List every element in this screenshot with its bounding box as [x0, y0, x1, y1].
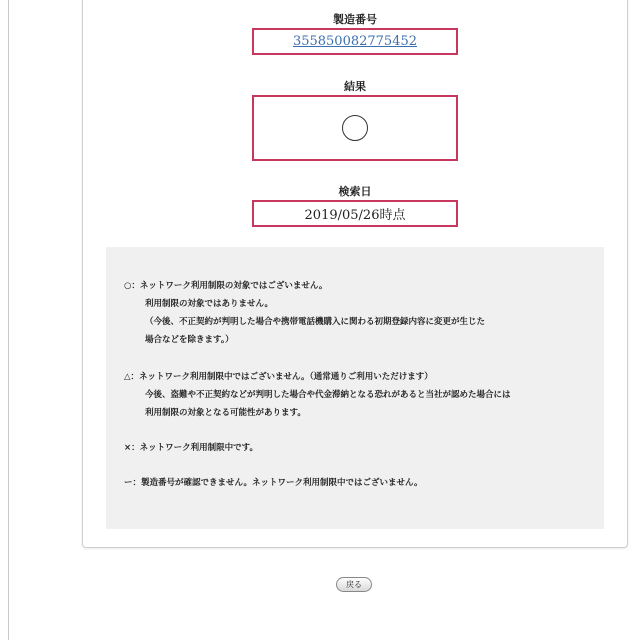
legend-circle-title: ○：ネットワーク利用制限の対象ではございません。: [124, 281, 328, 291]
legend-circle-text: 利用制限の対象ではありません。: [145, 299, 274, 309]
legend-cross-title: ×：ネットワーク利用制限中です。: [124, 443, 258, 453]
legend-triangle-text: 今後、盗難や不正契約などが判明した場合や代金滞納となる恐れがあると当社が認めた場合には: [145, 390, 511, 400]
legend-box: [106, 247, 604, 529]
legend-circle-note: （今後、不正契約が判明した場合や携帯電話機購入に関わる初期登録内容に変更が生じた: [145, 317, 486, 327]
legend-dash-title: ー：製造番号が確認できません。ネットワーク利用制限中ではございません。: [124, 478, 423, 488]
legend-triangle-title: △：ネットワーク利用制限中ではございません。（通常通りご利用いただけます）: [124, 372, 433, 382]
legend-triangle-text-cont: 利用制限の対象となる可能性があります。: [145, 408, 306, 418]
search-date-value: 2019/05/26時点: [304, 208, 406, 223]
serial-number-box: [252, 28, 458, 55]
search-date-label: 検索日: [338, 185, 372, 198]
circle-icon: [342, 115, 368, 141]
result-label: 結果: [344, 80, 366, 93]
back-button[interactable]: 戻る: [336, 577, 372, 592]
result-panel: [82, 0, 628, 548]
left-border-line: [8, 0, 9, 640]
legend-circle-note-cont: 場合などを除きます。）: [145, 335, 234, 345]
search-date-box: [252, 200, 458, 227]
serial-number-link[interactable]: 355850082775452: [292, 34, 418, 49]
result-box: [252, 95, 458, 161]
serial-number-label: 製造番号: [333, 13, 377, 26]
